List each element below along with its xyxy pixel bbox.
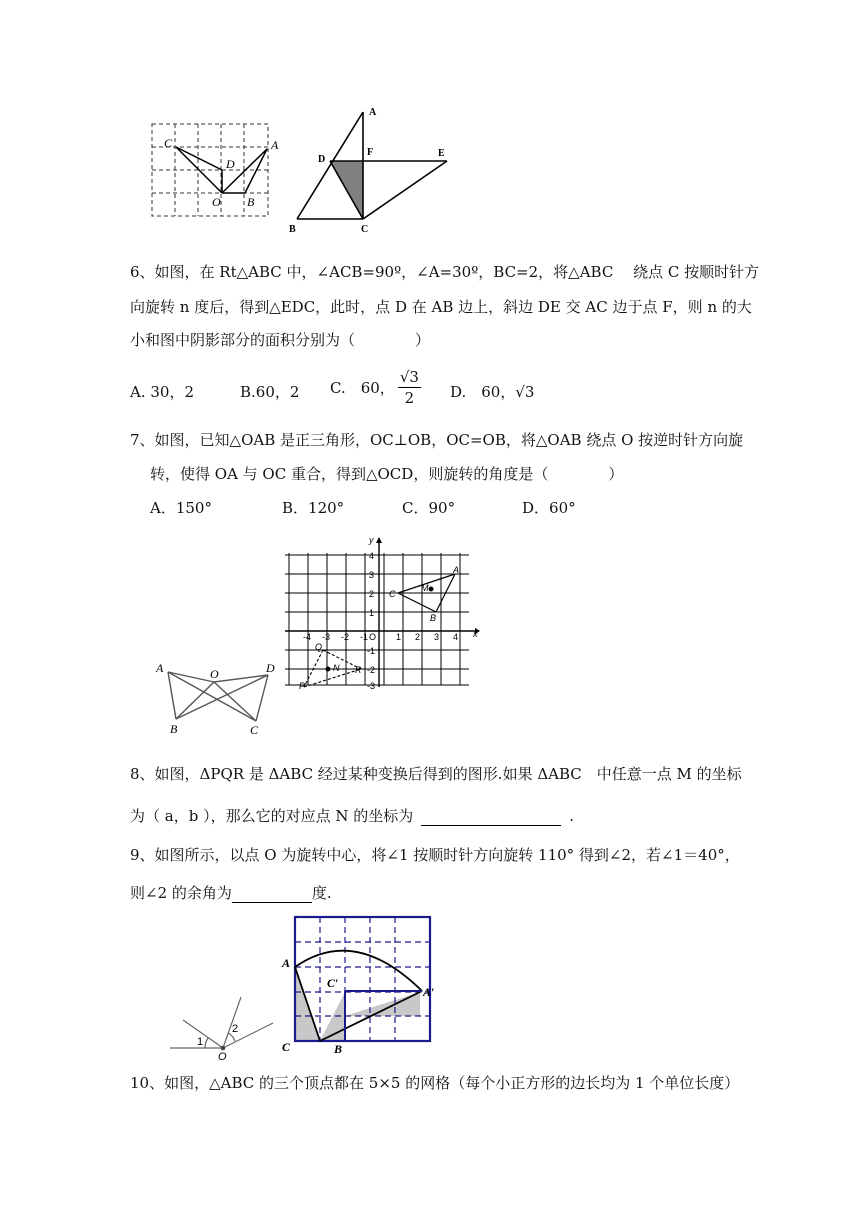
coordinate-grid-figure (283, 535, 483, 693)
q8-answer-blank[interactable] (421, 805, 561, 826)
point-label-c: C (361, 224, 369, 235)
q8-line2: 为（ a，b ），那么它的对应点 N 的坐标为 . (130, 807, 575, 825)
origin-label: O (369, 632, 377, 642)
point-label-c: C (250, 723, 259, 737)
point-label-b: B (430, 613, 437, 623)
point-label-q: Q (315, 642, 323, 652)
q8-line1: 8、如图，ΔPQR 是 ΔABC 经过某种变换后得到的图形.如果 ΔABC 中任意一点 M 的坐标 (130, 765, 742, 783)
q6-option-c-denominator: 2 (404, 389, 415, 407)
y-tick-labels (367, 551, 375, 691)
q9-line1: 9、如图所示，以点 O 为旋转中心，将∠1 按顺时针方向旋转 110° 得到∠2，若∠1＝40°， (130, 846, 740, 864)
angle-label-1: 1 (197, 1036, 204, 1048)
point-label-c: C (164, 136, 173, 150)
rotation-triangle-figure (285, 105, 460, 240)
x-axis-label: x (473, 629, 478, 639)
point-label-a: A (369, 107, 377, 118)
point-label-p: P (299, 681, 306, 691)
point-label-m: M (421, 583, 429, 593)
q7-option-a: A．150° (150, 499, 212, 517)
y-tick: 1 (369, 608, 375, 618)
q9-line2: 则∠2 的余角为 度. (130, 884, 332, 902)
point-label-b: B (334, 1042, 343, 1056)
grid-figure-top (150, 122, 279, 222)
point-label-c-prime: C′ (327, 976, 339, 990)
q6-option-d: D. 60，√3 (450, 383, 535, 401)
q6-option-d-value: √3 (515, 383, 535, 401)
y-tick: -1 (367, 646, 376, 656)
q6-option-b: B.60，2 (240, 383, 300, 401)
point-label-o: O (218, 1051, 227, 1063)
point-label-b: B (247, 195, 255, 209)
y-tick: 3 (369, 570, 375, 580)
point-label-d: D (318, 154, 326, 165)
arc-grid-figure (280, 905, 440, 1055)
point-label-d: D (266, 661, 275, 675)
point-m (429, 587, 434, 592)
point-label-c: C (389, 589, 396, 599)
quadrilateral-figure (148, 660, 283, 740)
y-tick: 4 (369, 551, 375, 561)
point-label-n: N (333, 663, 340, 673)
angles-figure (165, 992, 285, 1062)
q7-line1: 7、如图，已知△OAB 是正三角形，OC⊥OB，OC=OB，将△OAB 绕点 O 按逆时针方向旋 (130, 431, 744, 449)
point-label-a: A (453, 565, 460, 575)
x-tick: 4 (453, 632, 459, 642)
x-tick-labels (303, 632, 458, 642)
angle-label-2: 2 (232, 1023, 239, 1035)
x-tick: -2 (341, 632, 350, 642)
point-label-o: O (212, 195, 221, 209)
x-tick: 2 (415, 632, 421, 642)
point-label-f: F (367, 147, 374, 158)
point-label-r: R (355, 665, 362, 675)
point-label-a: A (282, 956, 291, 970)
q9-answer-blank[interactable] (232, 882, 312, 903)
x-tick: -3 (322, 632, 331, 642)
q6-line3: 小和图中阴影部分的面积分别为（ ） (130, 331, 431, 349)
q6-option-c-numerator: √3 (399, 368, 419, 386)
x-tick: 3 (434, 632, 440, 642)
q6-option-a: A. 30，2 (130, 383, 194, 401)
q7-option-d: D．60° (522, 499, 576, 517)
q7-option-c: C．90° (402, 499, 456, 517)
x-tick: -1 (360, 632, 369, 642)
point-label-e: E (438, 148, 445, 159)
q7-option-b: B．120° (282, 499, 345, 517)
q6-line1: 6、如图，在 Rt△ABC 中，∠ACB=90º，∠A=30º，BC=2，将△ABC 绕点 C 按顺时针方 (130, 263, 760, 281)
point-label-a: A (271, 138, 279, 152)
y-tick: -2 (367, 665, 376, 675)
point-n (326, 667, 331, 672)
q6-option-c: C. 60， $\frac{√3}{2}$ (330, 368, 419, 407)
point-label-a: A (156, 661, 164, 675)
y-tick: -3 (367, 681, 376, 691)
q6-line2: 向旋转 n 度后，得到△EDC，此时，点 D 在 AB 边上，斜边 DE 交 AC 边于点 F，则 n 的大 (130, 298, 752, 316)
q10-line1: 10、如图，△ABC 的三个顶点都在 5×5 的网格（每个小正方形的边长均为 1 个单位长度） (130, 1074, 740, 1092)
point-label-a-prime: A′ (423, 985, 435, 999)
y-axis-label: y (369, 535, 374, 545)
x-tick: 1 (396, 632, 402, 642)
point-label-d: D (226, 157, 235, 171)
q7-line2: 转，使得 OA 与 OC 重合，得到△OCD，则旋转的角度是（ ） (150, 465, 624, 483)
point-label-c: C (282, 1040, 291, 1054)
point-label-b: B (289, 224, 296, 235)
point-label-b: B (170, 722, 178, 736)
point-label-o: O (210, 667, 219, 681)
x-tick: -4 (303, 632, 312, 642)
y-tick: 2 (369, 589, 375, 599)
